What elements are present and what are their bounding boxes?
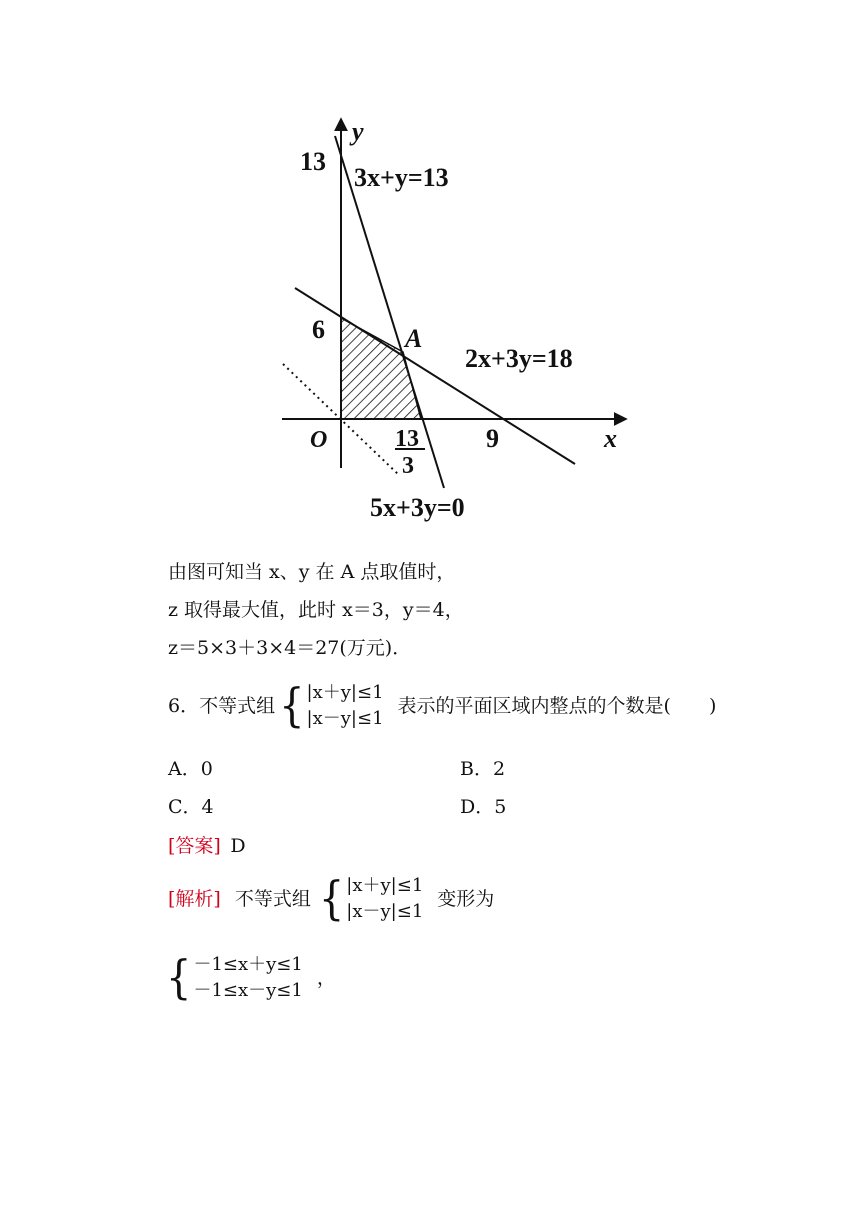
answer-value: D (230, 835, 246, 857)
y-tick-6: 6 (312, 315, 325, 344)
analysis-sys2-tail: ， (316, 967, 336, 989)
x-tick-frac-numerator: 13 (395, 426, 419, 452)
question-6 (168, 680, 716, 732)
option-b: B．2 (460, 758, 506, 780)
analysis-system-2 (166, 952, 336, 1004)
y-axis-label: y (352, 117, 364, 146)
inequality-system (307, 680, 384, 732)
solution-line-2: z 取得最大值，此时 x＝3，y＝4， (168, 599, 464, 621)
line1-label: 3x+y=13 (354, 163, 449, 192)
point-a-label: A (405, 324, 423, 353)
y-tick-13: 13 (300, 147, 326, 176)
analysis-text-after: 变形为 (437, 888, 495, 910)
analysis-line (168, 873, 494, 925)
option-d: D．5 (460, 796, 507, 818)
analysis-inequality-2: |x－y|≤1 (346, 901, 424, 922)
analysis-inequality-system (346, 873, 423, 925)
inequality-2: |x－y|≤1 (306, 708, 384, 729)
solution-line-1: 由图可知当 x、y 在 A 点取值时， (168, 561, 456, 583)
origin-label: O (310, 427, 328, 453)
analysis-sys2-inequality-2: －1≤x－y≤1 (193, 980, 303, 1001)
line2-label: 2x+3y=18 (465, 344, 573, 373)
brace-icon: { (166, 951, 192, 1005)
answer-label: [答案] (168, 835, 221, 857)
analysis-sys2-inequality-1: －1≤x＋y≤1 (193, 954, 303, 975)
line-2x-3y-18 (295, 288, 575, 464)
option-c: C．4 (168, 796, 214, 818)
analysis-inequality-1: |x＋y|≤1 (346, 875, 424, 896)
solution-line-3: z＝5×3＋3×4＝27(万元)． (168, 637, 412, 659)
graph-figure (0, 0, 860, 540)
analysis-inequality-system-2 (193, 952, 302, 1004)
line3-label: 5x+3y=0 (370, 493, 465, 522)
question-number: 6．不等式组 (168, 695, 276, 717)
brace-icon: { (279, 679, 305, 733)
option-a: A．0 (168, 758, 213, 780)
question-tail: 表示的平面区域内整点的个数是( ) (397, 695, 717, 717)
x-axis-label: x (604, 424, 617, 453)
answer-line (168, 834, 246, 858)
brace-icon: { (318, 872, 345, 926)
inequality-1: |x＋y|≤1 (306, 682, 384, 703)
analysis-label: [解析] (168, 888, 221, 910)
x-tick-9: 9 (486, 424, 499, 453)
x-tick-frac-denominator: 3 (402, 453, 414, 479)
analysis-text-before: 不等式组 (234, 888, 311, 910)
